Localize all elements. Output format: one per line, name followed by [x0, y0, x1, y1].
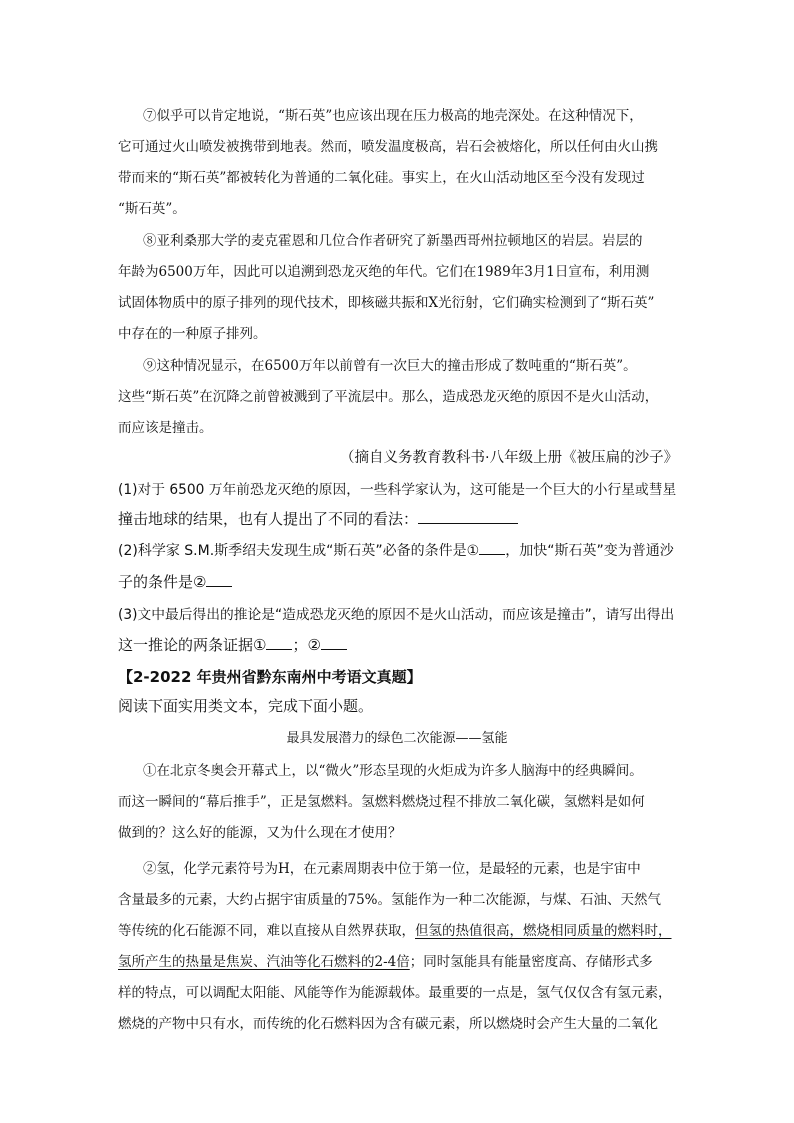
text-segment: 等传统的化石能源不同，难以直接从自然界获取，	[118, 923, 415, 939]
article-title: 最具发展潜力的绿色二次能源——氢能	[286, 731, 508, 746]
text-line	[118, 919, 683, 939]
text-line: 而应该是撞击。	[118, 420, 213, 436]
question-text: ，加快“斯石英”变为普通沙	[505, 543, 674, 559]
text-line: 燃烧的产物中只有水，而传统的化石燃料因为含有碳元素，所以燃烧时会产生大量的二氧化	[118, 1016, 658, 1032]
answer-blank[interactable]	[321, 648, 347, 650]
text-line: “斯石英”。	[118, 201, 186, 217]
question-line	[118, 540, 678, 560]
question-line	[118, 634, 418, 655]
text-line: ⑦似乎可以肯定地说，“斯石英”也应该出现在压力极高的地壳深处。在这种情况下，	[143, 108, 643, 124]
underlined-text: 但氢的热值很高，燃烧相同质量的燃料时，	[415, 923, 672, 939]
text-line: 而这一瞬间的“幕后推手”，正是氢燃料。氢燃料燃烧过程不排放二氧化碳，氢燃料是如何	[118, 794, 645, 810]
answer-blank[interactable]	[266, 648, 292, 650]
question-text: 这一推论的两条证据①	[118, 636, 267, 654]
question-line	[118, 571, 318, 592]
text-line: ①在北京冬奥会开幕式上，以“微火”形态呈现的火炬成为许多人脑海中的经典瞬间。	[143, 763, 643, 779]
section-heading: 【2-2022 年贵州省黔东南州中考语文真题】	[118, 668, 422, 686]
question-text: 撞击地球的结果，也有人提出了不同的看法：	[118, 510, 419, 528]
text-line: 它可通过火山喷发被携带到地表。然而，喷发温度极高，岩石会被熔化，所以任何由火山携	[118, 139, 658, 155]
text-line: ⑧亚利桑那大学的麦克霍恩和几位合作者研究了新墨西哥州拉顿地区的岩层。岩层的	[143, 233, 643, 249]
text-line: 带而来的“斯石英”都被转化为普通的二氧化硅。事实上，在火山活动地区至今没有发现过	[118, 170, 645, 186]
text-line: ⑨这种情况显示，在6500万年以前曾有一次巨大的撞击形成了数吨重的“斯石英”。	[143, 358, 637, 374]
answer-blank[interactable]	[206, 585, 232, 587]
answer-blank[interactable]	[479, 553, 505, 555]
underlined-text: 氢所产生的热量是焦炭、汽油等化石燃料的2-4倍	[118, 954, 410, 970]
question-text: 子的条件是②	[118, 573, 207, 591]
question-line	[118, 508, 518, 529]
source-citation: （摘自义务教育教科书·八年级上册《被压扁的沙子》	[340, 450, 679, 466]
question-text: (2)科学家 S.M.斯季绍夫发现生成“斯石英”必备的条件是①	[118, 543, 480, 559]
question-text: (3)文中最后得出的推论是“造成恐龙灭绝的原因不是火山活动，而应该是撞击”，请写出得出	[118, 607, 675, 623]
text-line: 含量最多的元素，大约占据宇宙质量的75%。氢能作为一种二次能源，与煤、石油、天然气	[118, 892, 662, 908]
question-text: ；②	[292, 636, 321, 654]
text-line: 年龄为6500万年，因此可以追溯到恐龙灭绝的年代。它们在1989年3月1日宣布，利用测	[118, 264, 650, 280]
text-line: 样的特点，可以调配太阳能、风能等作为能源载体。最重要的一点是，氢气仅仅含有氢元素，	[118, 985, 672, 1001]
instruction-text: 阅读下面实用类文本，完成下面小题。	[118, 697, 374, 715]
text-line: 试固体物质中的原子排列的现代技术，即核磁共振和X光衍射，它们确实检测到了“斯石英”	[118, 295, 655, 311]
question-text: (1)对于 6500 万年前恐龙灭绝的原因，一些科学家认为，这可能是一个巨大的小行星或彗星	[118, 482, 677, 498]
text-line: ②氢，化学元素符号为H，在元素周期表中位于第一位，是最轻的元素，也是宇宙中	[143, 861, 641, 877]
text-line: 做到的？这么好的能源，又为什么现在才使用？	[118, 825, 402, 841]
text-segment: ；同时氢能具有能量密度高、存储形式多	[409, 954, 653, 970]
text-line: 这些“斯石英”在沉降之前曾被溅到了平流层中。那么，造成恐龙灭绝的原因不是火山活动，	[118, 389, 659, 405]
text-line: 中存在的一种原子排列。	[118, 326, 267, 342]
text-line	[118, 950, 683, 970]
answer-blank[interactable]	[418, 522, 518, 524]
